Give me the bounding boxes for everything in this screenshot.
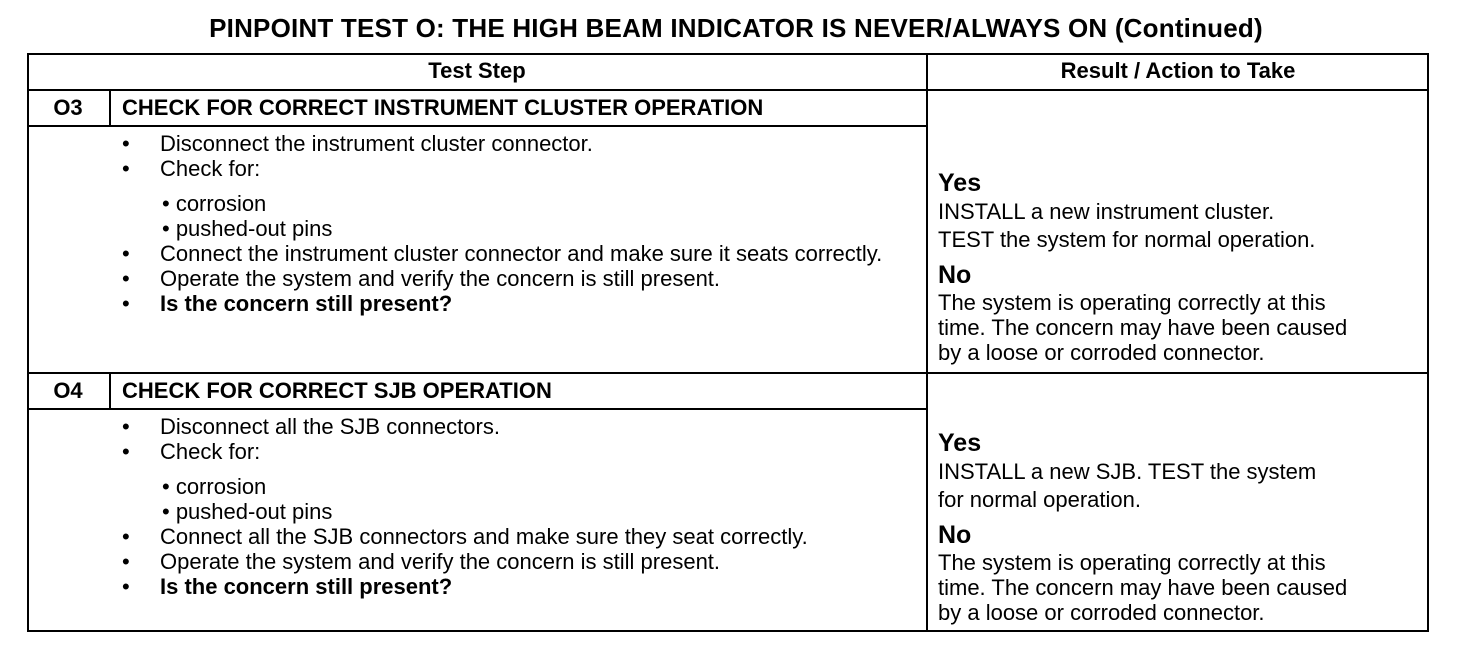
list-item: • pushed-out pins <box>162 216 333 241</box>
no-text: The system is operating correctly at this time. The concern may have been caused by a loose or corroded connector. <box>938 550 1348 625</box>
table-border-bottom <box>27 630 1429 632</box>
result-cell <box>938 428 1418 625</box>
step-instructions <box>122 414 922 599</box>
yes-label: Yes <box>938 429 982 457</box>
list-item: • pushed-out pins <box>162 499 333 524</box>
header-result: Result / Action to Take <box>1060 58 1296 83</box>
list-item: • corrosion <box>162 191 267 216</box>
step-title: CHECK FOR CORRECT INSTRUMENT CLUSTER OPERATION <box>122 95 764 120</box>
list-item: • Check for: <box>122 156 261 181</box>
list-item: • Disconnect the instrument cluster connector. <box>122 131 593 156</box>
table-border-right <box>1427 53 1429 632</box>
step-instructions <box>122 131 922 316</box>
check-list <box>122 191 922 241</box>
id-divider <box>109 372 111 410</box>
table-border-left <box>27 53 29 632</box>
pinpoint-table <box>27 53 1429 632</box>
yes-label: Yes <box>938 169 982 197</box>
step-id: O4 <box>53 378 83 403</box>
step-question: • Is the concern still present? <box>122 291 453 316</box>
list-item: • Check for: <box>122 439 261 464</box>
list-item: • Disconnect all the SJB connectors. <box>122 414 500 439</box>
no-label: No <box>938 261 972 289</box>
check-list <box>122 474 922 524</box>
list-item: • Connect all the SJB connectors and make sure they seat correctly. <box>122 524 808 549</box>
result-cell <box>938 168 1418 365</box>
id-divider <box>109 89 111 127</box>
yes-text: INSTALL a new SJB. TEST the system for normal operation. <box>938 459 1317 512</box>
header-test-step: Test Step <box>428 58 526 83</box>
list-item: • Connect the instrument cluster connector and make sure it seats correctly. <box>122 241 883 266</box>
list-item: • Operate the system and verify the concern is still present. <box>122 266 721 291</box>
step-title: CHECK FOR CORRECT SJB OPERATION <box>122 378 552 403</box>
no-text: The system is operating correctly at this time. The concern may have been caused by a loose or corroded connector. <box>938 290 1348 365</box>
step-id: O3 <box>53 95 83 120</box>
step-question: • Is the concern still present? <box>122 574 453 599</box>
page-title: PINPOINT TEST O: THE HIGH BEAM INDICATOR IS NEVER/ALWAYS ON (Continued) <box>209 13 1263 43</box>
list-item: • corrosion <box>162 474 267 499</box>
no-label: No <box>938 521 972 549</box>
yes-text: INSTALL a new instrument cluster. TEST the system for normal operation. <box>938 199 1316 252</box>
column-divider <box>926 53 928 632</box>
list-item: • Operate the system and verify the concern is still present. <box>122 549 721 574</box>
